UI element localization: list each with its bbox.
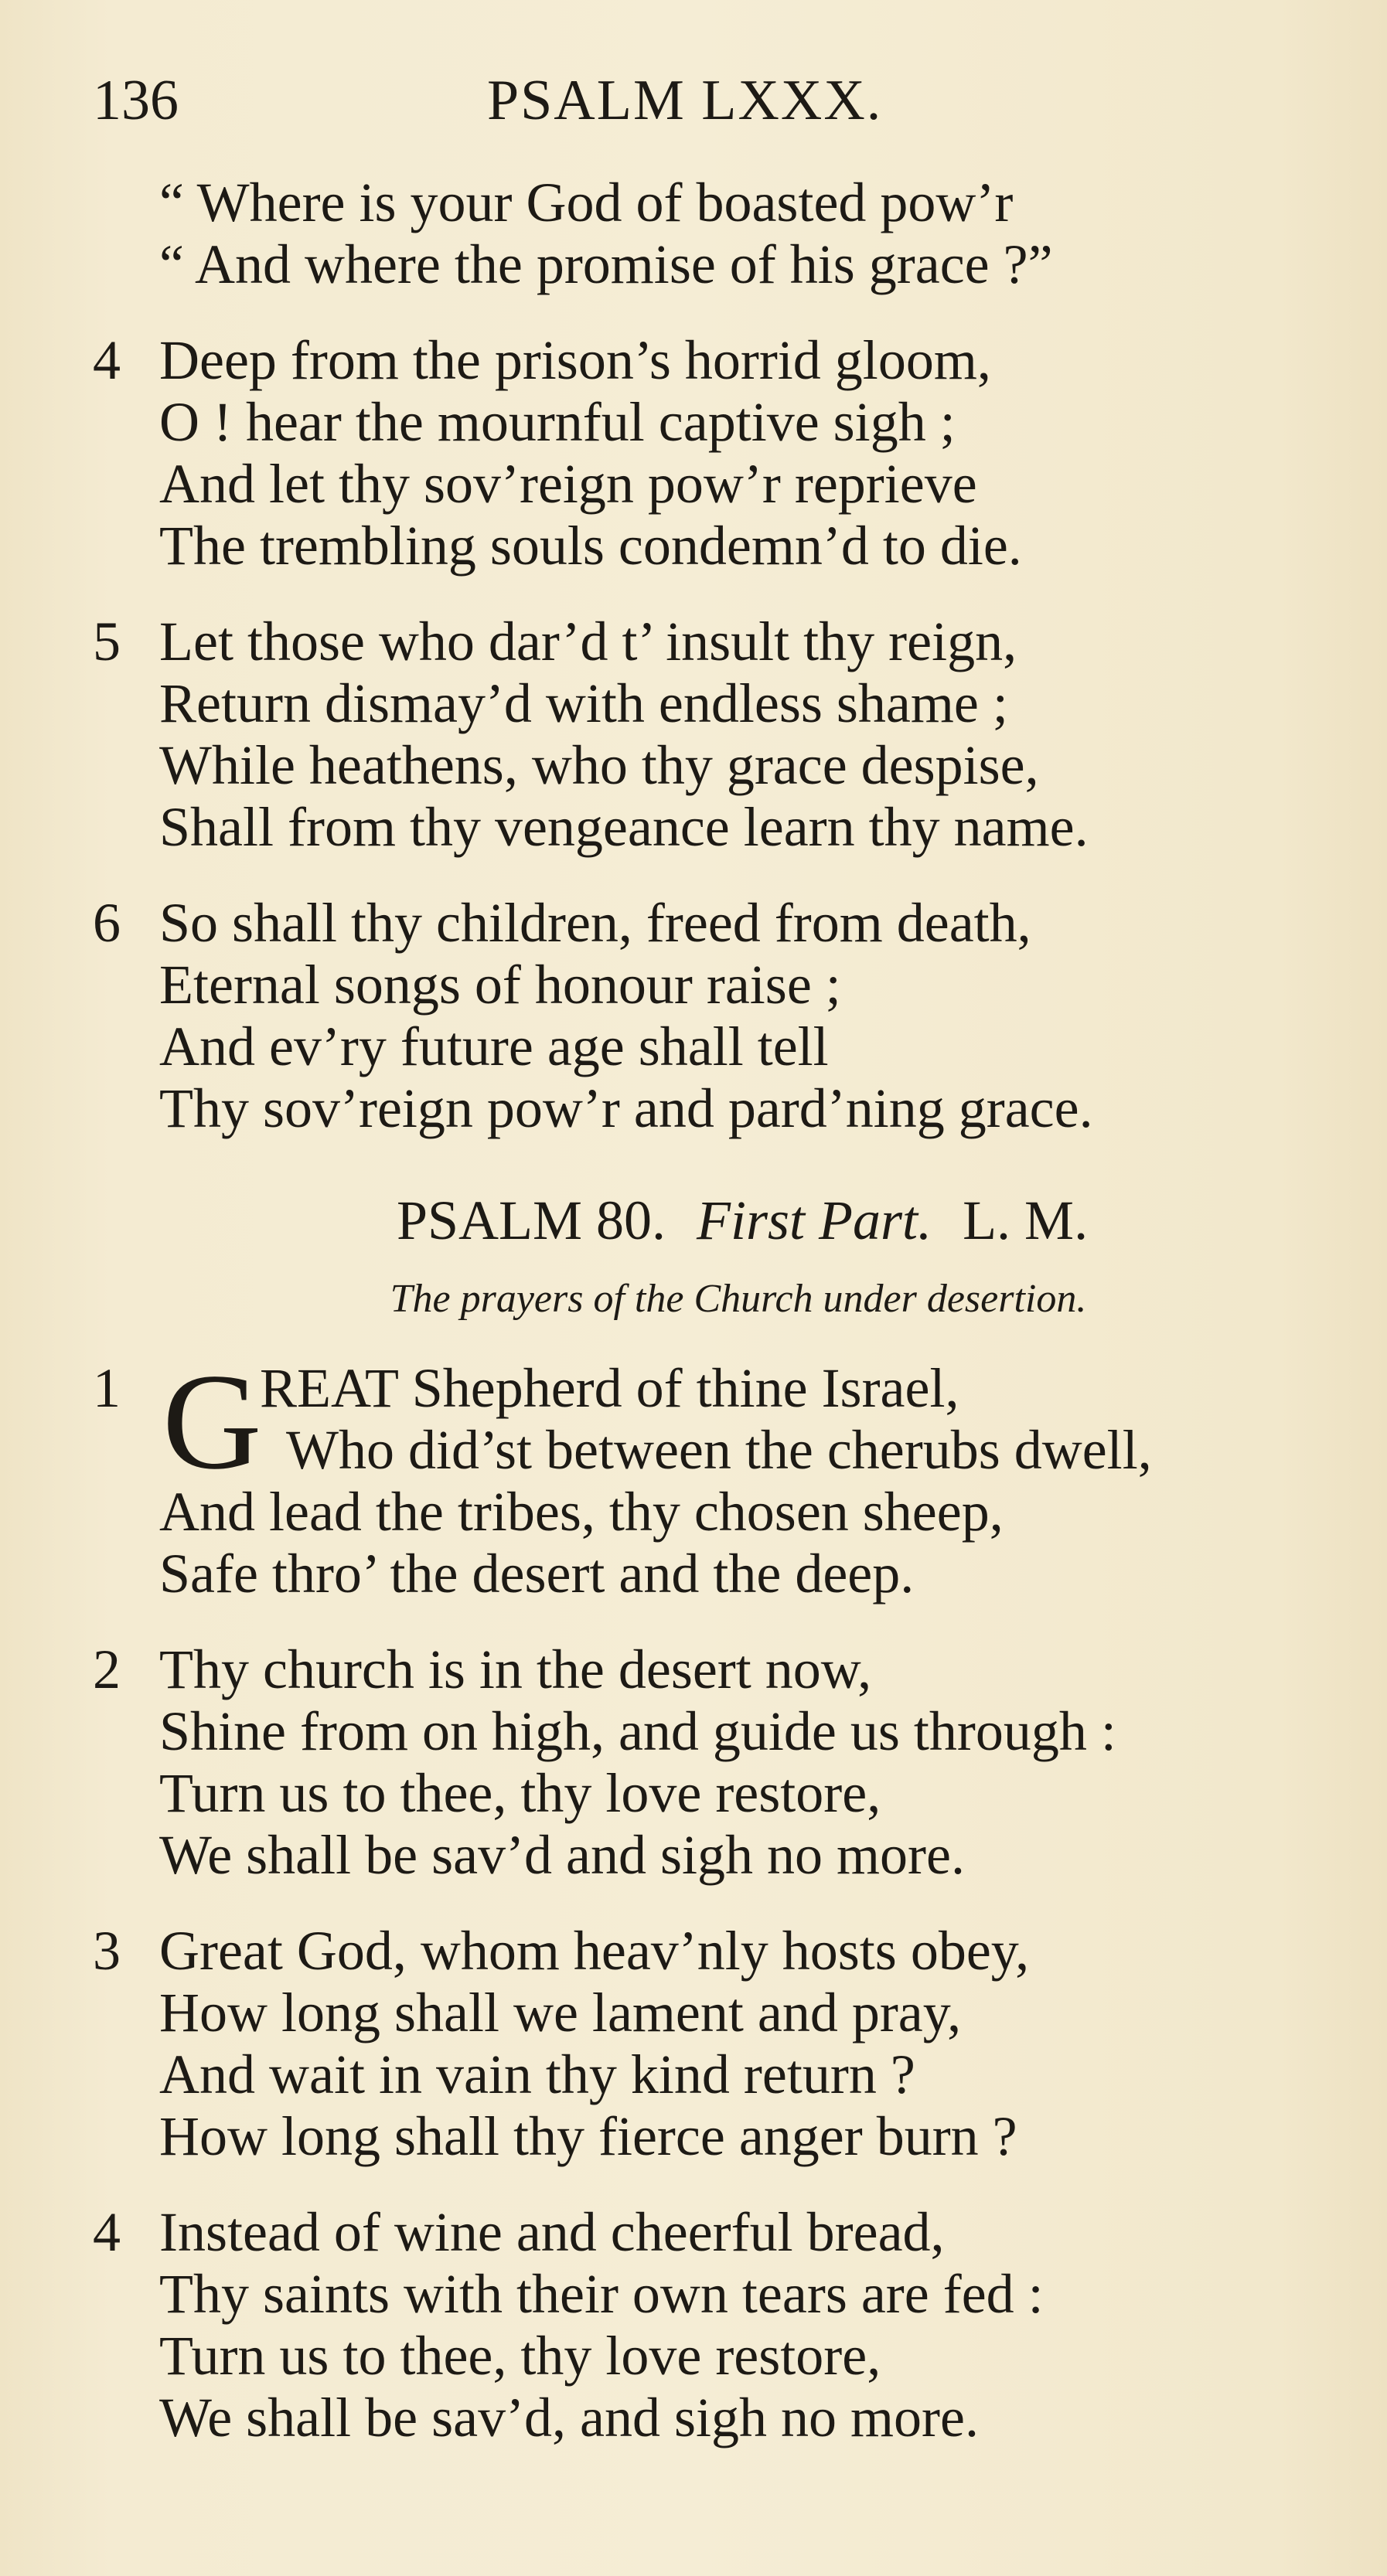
stanza-number: 4 — [93, 329, 121, 391]
verse-line: How long shall we lament and pray, — [159, 1982, 962, 2043]
stanza — [93, 329, 1361, 577]
verse-line: Turn us to thee, thy love restore, — [159, 2325, 881, 2387]
verse-line: Instead of wine and cheerful bread, — [159, 2201, 945, 2263]
page-number: 136 — [93, 69, 179, 132]
verse-line: While heathens, who thy grace despise, — [159, 734, 1039, 796]
verse-line: Safe thro’ the desert and the deep. — [159, 1543, 915, 1604]
psalm-meter: L. M. — [963, 1189, 1089, 1251]
verse-line: Who did’st between the cherubs dwell, — [286, 1419, 1152, 1481]
drop-cap: G — [162, 1345, 262, 1498]
verse-line: O ! hear the mournful captive sigh ; — [159, 391, 956, 453]
stanza — [93, 1638, 1361, 1886]
verse-line: And let thy sov’reign pow’r reprieve — [159, 453, 977, 515]
verse-line: “ Where is your God of boasted pow’r — [159, 172, 1014, 233]
verse-line: Deep from the prison’s horrid gloom, — [159, 329, 991, 391]
text-block — [93, 172, 1361, 2482]
continuation-stanza — [93, 172, 1361, 295]
stanza-number: 5 — [93, 611, 121, 672]
verse-line: Eternal songs of honour raise ; — [159, 954, 841, 1016]
verse-line: And ev’ry future age shall tell — [159, 1016, 829, 1077]
stanza — [93, 2201, 1361, 2448]
verse-line: And wait in vain thy kind return ? — [159, 2043, 915, 2105]
verse-line: How long shall thy fierce anger burn ? — [159, 2105, 1017, 2167]
verse-line: Thy sov’reign pow’r and pard’ning grace. — [159, 1077, 1093, 1139]
stanza-number: 3 — [93, 1920, 121, 1982]
psalm-title: PSALM 80. — [396, 1189, 666, 1251]
verse-line: Let those who dar’d t’ insult thy reign, — [159, 611, 1017, 672]
stanza-number: 6 — [93, 892, 121, 954]
verse-line: And lead the tribes, thy chosen sheep, — [159, 1481, 1004, 1543]
stanza-number: 4 — [93, 2201, 121, 2263]
psalm-part: First Part. — [697, 1189, 932, 1251]
verse-line: Return dismay’d with endless shame ; — [159, 672, 1008, 734]
psalm-heading — [93, 1186, 1361, 1255]
verse-line: We shall be sav’d and sigh no more. — [159, 1824, 965, 1886]
stanza-number: 1 — [93, 1357, 121, 1419]
verse-line: Thy saints with their own tears are fed : — [159, 2263, 1044, 2325]
verse-line: Great God, whom heav’nly hosts obey, — [159, 1920, 1030, 1982]
psalm-subtitle: The prayers of the Church under desertion. — [390, 1277, 1087, 1321]
verse-line: REAT Shepherd of thine Israel, — [260, 1357, 959, 1419]
stanza-dropcap — [93, 1345, 1361, 1604]
verse-line: “ And where the promise of his grace ?” — [159, 233, 1053, 295]
verse-line: Turn us to thee, thy love restore, — [159, 1762, 881, 1824]
running-title: PSALM LXXX. — [487, 69, 883, 132]
verse-line: The trembling souls condemn’d to die. — [159, 515, 1022, 577]
stanza — [93, 892, 1361, 1139]
verse-line: We shall be sav’d, and sigh no more. — [159, 2387, 979, 2448]
verse-line: Thy church is in the desert now, — [159, 1638, 872, 1700]
verse-line: So shall thy children, freed from death, — [159, 892, 1031, 954]
stanza — [93, 1920, 1361, 2167]
verse-line: Shine from on high, and guide us through : — [159, 1700, 1116, 1762]
stanza-number: 2 — [93, 1638, 121, 1700]
stanza — [93, 611, 1361, 858]
verse-line: Shall from thy vengeance learn thy name. — [159, 796, 1089, 858]
running-head — [0, 66, 1387, 135]
